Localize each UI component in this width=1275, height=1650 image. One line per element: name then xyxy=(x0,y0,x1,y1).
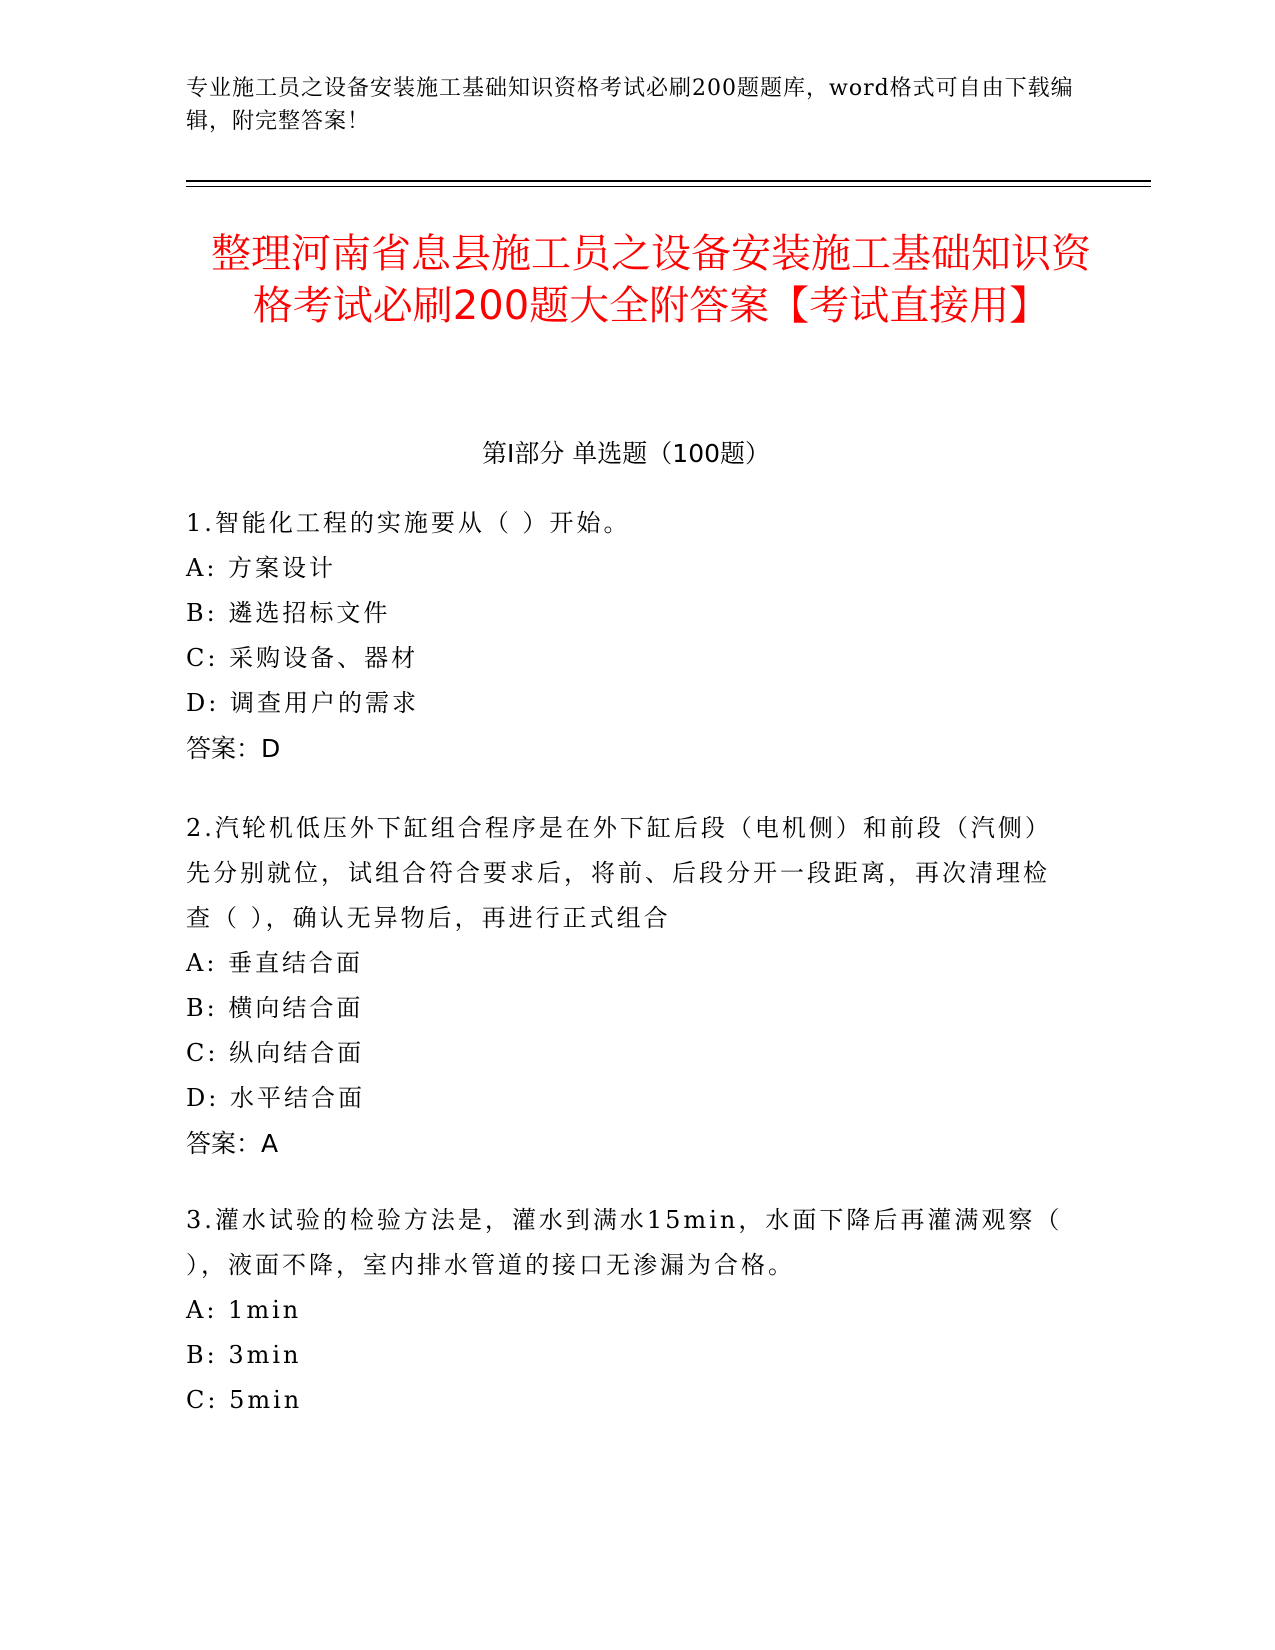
section-heading: 第I部分 单选题（100题） xyxy=(481,439,771,468)
question-text: 3.灌水试验的检验方法是，灌水到满水15min，水面下降后再灌满观察（ ），液面不降，室内排水管道的接口无渗漏为合格。 xyxy=(186,1206,1063,1279)
question-text: 1.智能化工程的实施要从（ ）开始。 xyxy=(186,509,631,537)
question-2 xyxy=(186,806,1066,1166)
question-3 xyxy=(186,1198,1066,1423)
option-d: D: 调查用户的需求 xyxy=(186,689,419,717)
option-b: B: 3min xyxy=(186,1341,302,1369)
intro-text: 专业施工员之设备安装施工基础知识资格考试必刷200题题库，word格式可自由下载编辑，附完整答案！ xyxy=(186,76,1074,134)
question-text: 2.汽轮机低压外下缸组合程序是在外下缸后段（电机侧）和前段（汽侧）先分别就位，试组合符合要求后，将前、后段分开一段距离，再次清理检查（ ），确认无异物后，再进行正式组合 xyxy=(186,814,1052,932)
option-b: B: 横向结合面 xyxy=(186,994,364,1022)
header-divider-thin xyxy=(186,186,1151,187)
document-title: 整理河南省息县施工员之设备安装施工基础知识资格考试必刷200题大全附答案【考试直接用】 xyxy=(211,231,1091,329)
option-a: A: 方案设计 xyxy=(186,554,337,582)
question-1 xyxy=(186,501,1066,771)
option-a: A: 1min xyxy=(186,1296,302,1324)
answer-line: 答案：D xyxy=(186,734,281,763)
option-c: C: 纵向结合面 xyxy=(186,1039,365,1067)
answer-line: 答案：A xyxy=(186,1129,279,1158)
header-divider-thick xyxy=(186,180,1151,182)
option-b: B: 遴选招标文件 xyxy=(186,599,391,627)
option-c: C: 采购设备、器材 xyxy=(186,644,419,672)
option-c: C: 5min xyxy=(186,1386,303,1414)
option-d: D: 水平结合面 xyxy=(186,1084,365,1112)
option-a: A: 垂直结合面 xyxy=(186,949,364,977)
